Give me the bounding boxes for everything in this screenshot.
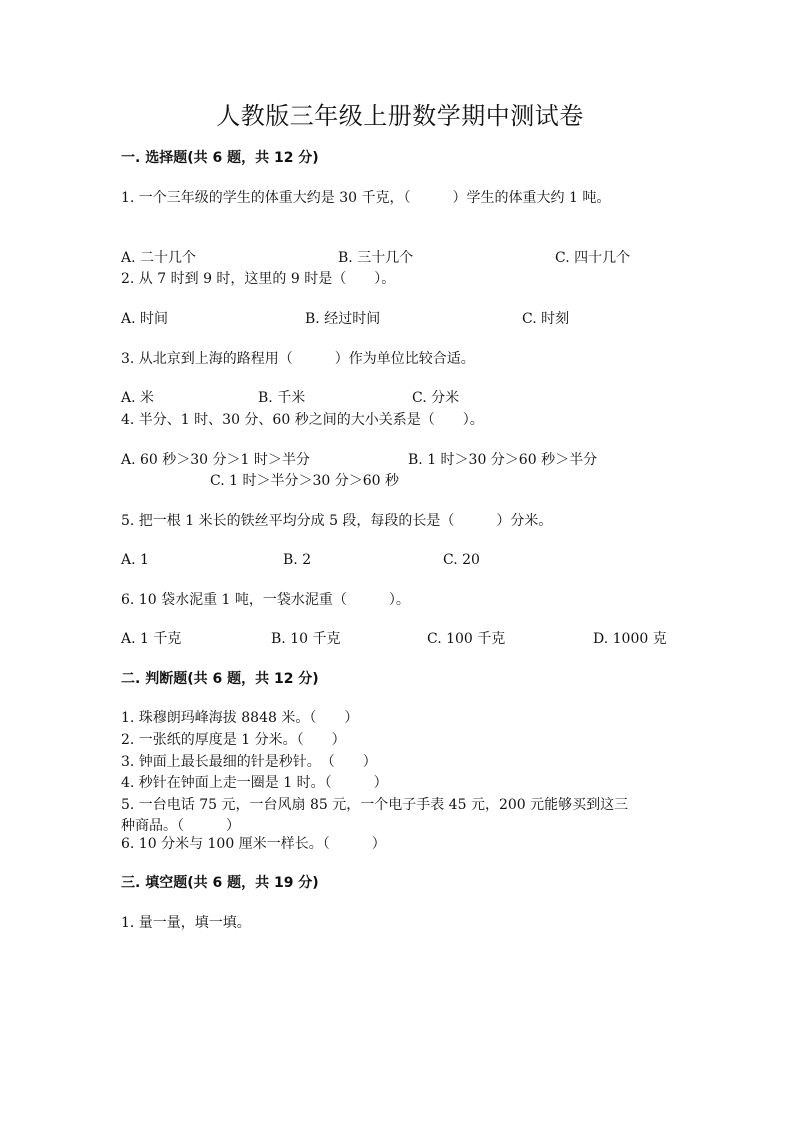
option-5c: C. 20 <box>443 552 480 568</box>
option-4c: C. 1 时＞半分＞30 分＞60 秒 <box>210 473 399 489</box>
option-4b: B. 1 时＞30 分＞60 秒＞半分 <box>408 452 598 468</box>
option-5b: B. 2 <box>283 552 312 568</box>
option-2b: B. 经过时间 <box>305 311 381 327</box>
page-title: 人教版三年级上册数学期中测试卷 <box>216 102 584 130</box>
fill-line-1: 1. 量一量，填一填。 <box>121 915 251 931</box>
option-2c: C. 时刻 <box>522 311 570 327</box>
question-stem-5: 5. 把一根 1 米长的铁丝平均分成 5 段，每段的长是（ ）分米。 <box>121 513 553 529</box>
judge-line-3: 3. 钟面上最长最细的针是秒针。 （ ） <box>121 754 377 770</box>
option-3b: B. 千米 <box>258 390 306 406</box>
option-3a: A. 米 <box>121 390 155 406</box>
judge-line-5: 5. 一台电话 75 元，一台风扇 85 元，一个电子手表 45 元，200 元能够买到这三 <box>121 797 629 813</box>
judge-line-5-cont: 种商品。（ ） <box>121 818 240 834</box>
section-heading-choice: 一. 选择题(共 6 题，共 12 分) <box>121 150 319 166</box>
section-heading-fill: 三. 填空题(共 6 题，共 19 分) <box>121 875 319 891</box>
question-stem-1: 1. 一个三年级的学生的体重大约是 30 千克，（ ）学生的体重大约 1 吨。 <box>121 190 611 206</box>
option-6a: A. 1 千克 <box>121 631 182 647</box>
option-6b: B. 10 千克 <box>271 631 341 647</box>
option-2a: A. 时间 <box>121 311 169 327</box>
option-6c: C. 100 千克 <box>427 631 506 647</box>
judge-line-6: 6. 10 分米与 100 厘米一样长。（ ） <box>121 836 386 852</box>
option-6d: D. 1000 克 <box>593 631 667 647</box>
option-4a: A. 60 秒＞30 分＞1 时＞半分 <box>121 452 310 468</box>
section-heading-judge: 二. 判断题(共 6 题，共 12 分) <box>121 671 319 687</box>
option-1a: A. 二十几个 <box>121 250 197 266</box>
option-5a: A. 1 <box>121 552 149 568</box>
judge-line-1: 1. 珠穆朗玛峰海拔 8848 米。（ ） <box>121 710 359 726</box>
question-stem-2: 2. 从 7 时到 9 时，这里的 9 时是（ ）。 <box>121 271 396 287</box>
question-stem-6: 6. 10 袋水泥重 1 吨，一袋水泥重（ ）。 <box>121 592 410 608</box>
question-stem-3: 3. 从北京到上海的路程用（ ）作为单位比较合适。 <box>121 351 475 367</box>
judge-line-4: 4. 秒针在钟面上走一圈是 1 时。（ ） <box>121 775 388 791</box>
option-3c: C. 分米 <box>412 390 460 406</box>
option-1b: B. 三十几个 <box>338 250 414 266</box>
question-stem-4: 4. 半分、1 时、30 分、60 秒之间的大小关系是（ ）。 <box>121 412 484 428</box>
judge-line-2: 2. 一张纸的厚度是 1 分米。（ ） <box>121 732 346 748</box>
option-1c: C. 四十几个 <box>555 250 631 266</box>
